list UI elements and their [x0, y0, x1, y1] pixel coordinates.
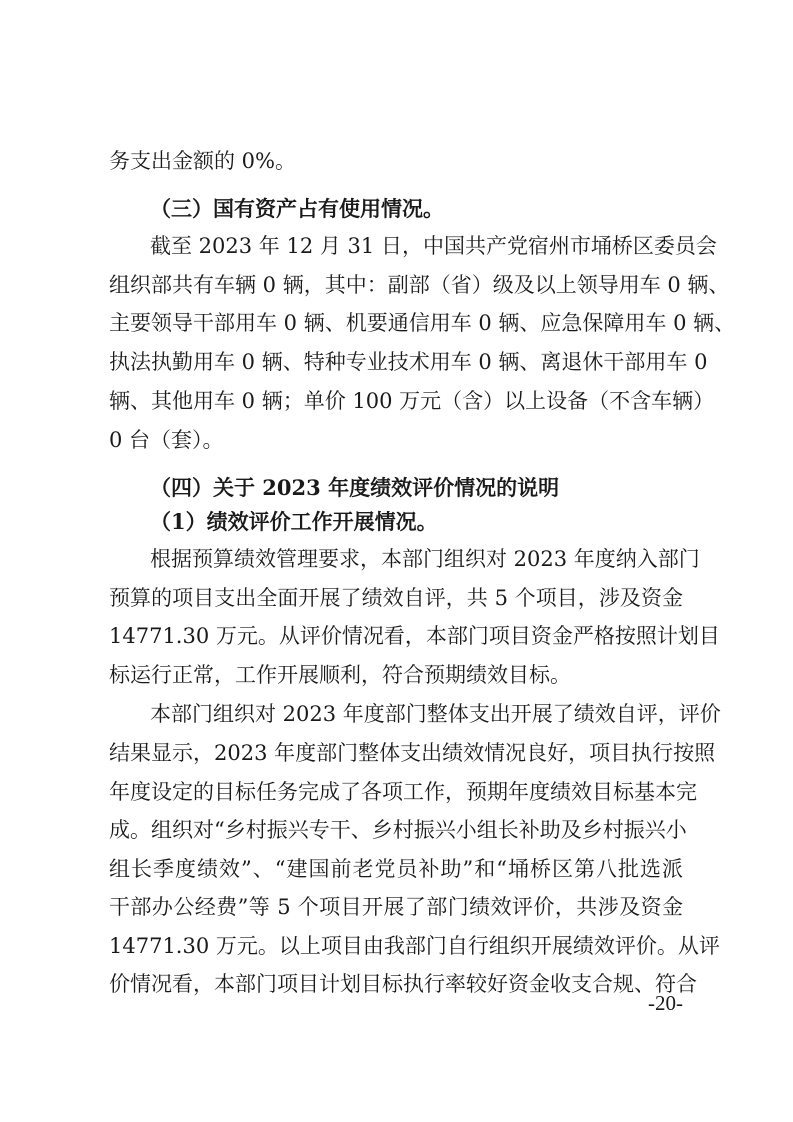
heading-text: （四）关于 2023 年度绩效评价情况的说明 — [150, 475, 560, 500]
line-text: 执法执勤用车 0 辆、特种专业技术用车 0 辆、离退休干部用车 0 — [109, 350, 708, 374]
heading-text: （三）国有资产占有使用情况。 — [150, 196, 444, 221]
line-text: 本部门组织对 2023 年度部门整体支出开展了绩效自评，评价 — [150, 702, 721, 726]
line-text: 辆、其他用车 0 辆；单价 100 万元（含）以上设备（不含车辆） — [109, 389, 715, 413]
line-text: 年度设定的目标任务完成了各项工作，预期年度绩效目标基本完 — [109, 780, 697, 804]
line-text: 预算的项目支出全面开展了绩效自评，共 5 个项目，涉及资金 — [109, 586, 683, 610]
line-text: 14771.30 万元。从评价情况看，本部门项目资金严格按照计划目 — [109, 624, 720, 648]
line-text: 组长季度绩效”、“建国前老党员补助”和“埇桥区第八批选派 — [109, 857, 683, 881]
line-text: 根据预算绩效管理要求，本部门组织对 2023 年度纳入部门 — [150, 547, 700, 571]
line-text: 14771.30 万元。以上项目由我部门自行组织开展绩效评价。从评 — [109, 934, 720, 958]
line-text: 截至 2023 年 12 月 31 日，中国共产党宿州市埇桥区委员会 — [150, 234, 717, 258]
heading-text: （1）绩效评价工作开展情况。 — [150, 509, 438, 534]
line-text: 务支出金额的 0%。 — [109, 149, 296, 173]
line-text: 成。组织对“乡村振兴专干、乡村振兴小组长补助及乡村振兴小 — [109, 818, 687, 842]
line-text: 干部办公经费”等 5 个项目开展了部门绩效评价，共涉及资金 — [109, 895, 683, 919]
line-text: 主要领导干部用车 0 辆、机要通信用车 0 辆、应急保障用车 0 辆、 — [109, 311, 736, 335]
line-text: 标运行正常，工作开展顺利，符合预期绩效目标。 — [109, 663, 571, 687]
line-text: 价情况看，本部门项目计划目标执行率较好资金收支合规、符合 — [109, 972, 697, 996]
page-number: -20- — [648, 991, 683, 1015]
line-text: 0 台（套）。 — [109, 428, 224, 452]
line-text: 结果显示，2023 年度部门整体支出绩效情况良好，项目执行按照 — [109, 741, 716, 765]
line-text: 组织部共有车辆 0 辆，其中：副部（省）级及以上领导用车 0 辆、 — [109, 273, 730, 297]
